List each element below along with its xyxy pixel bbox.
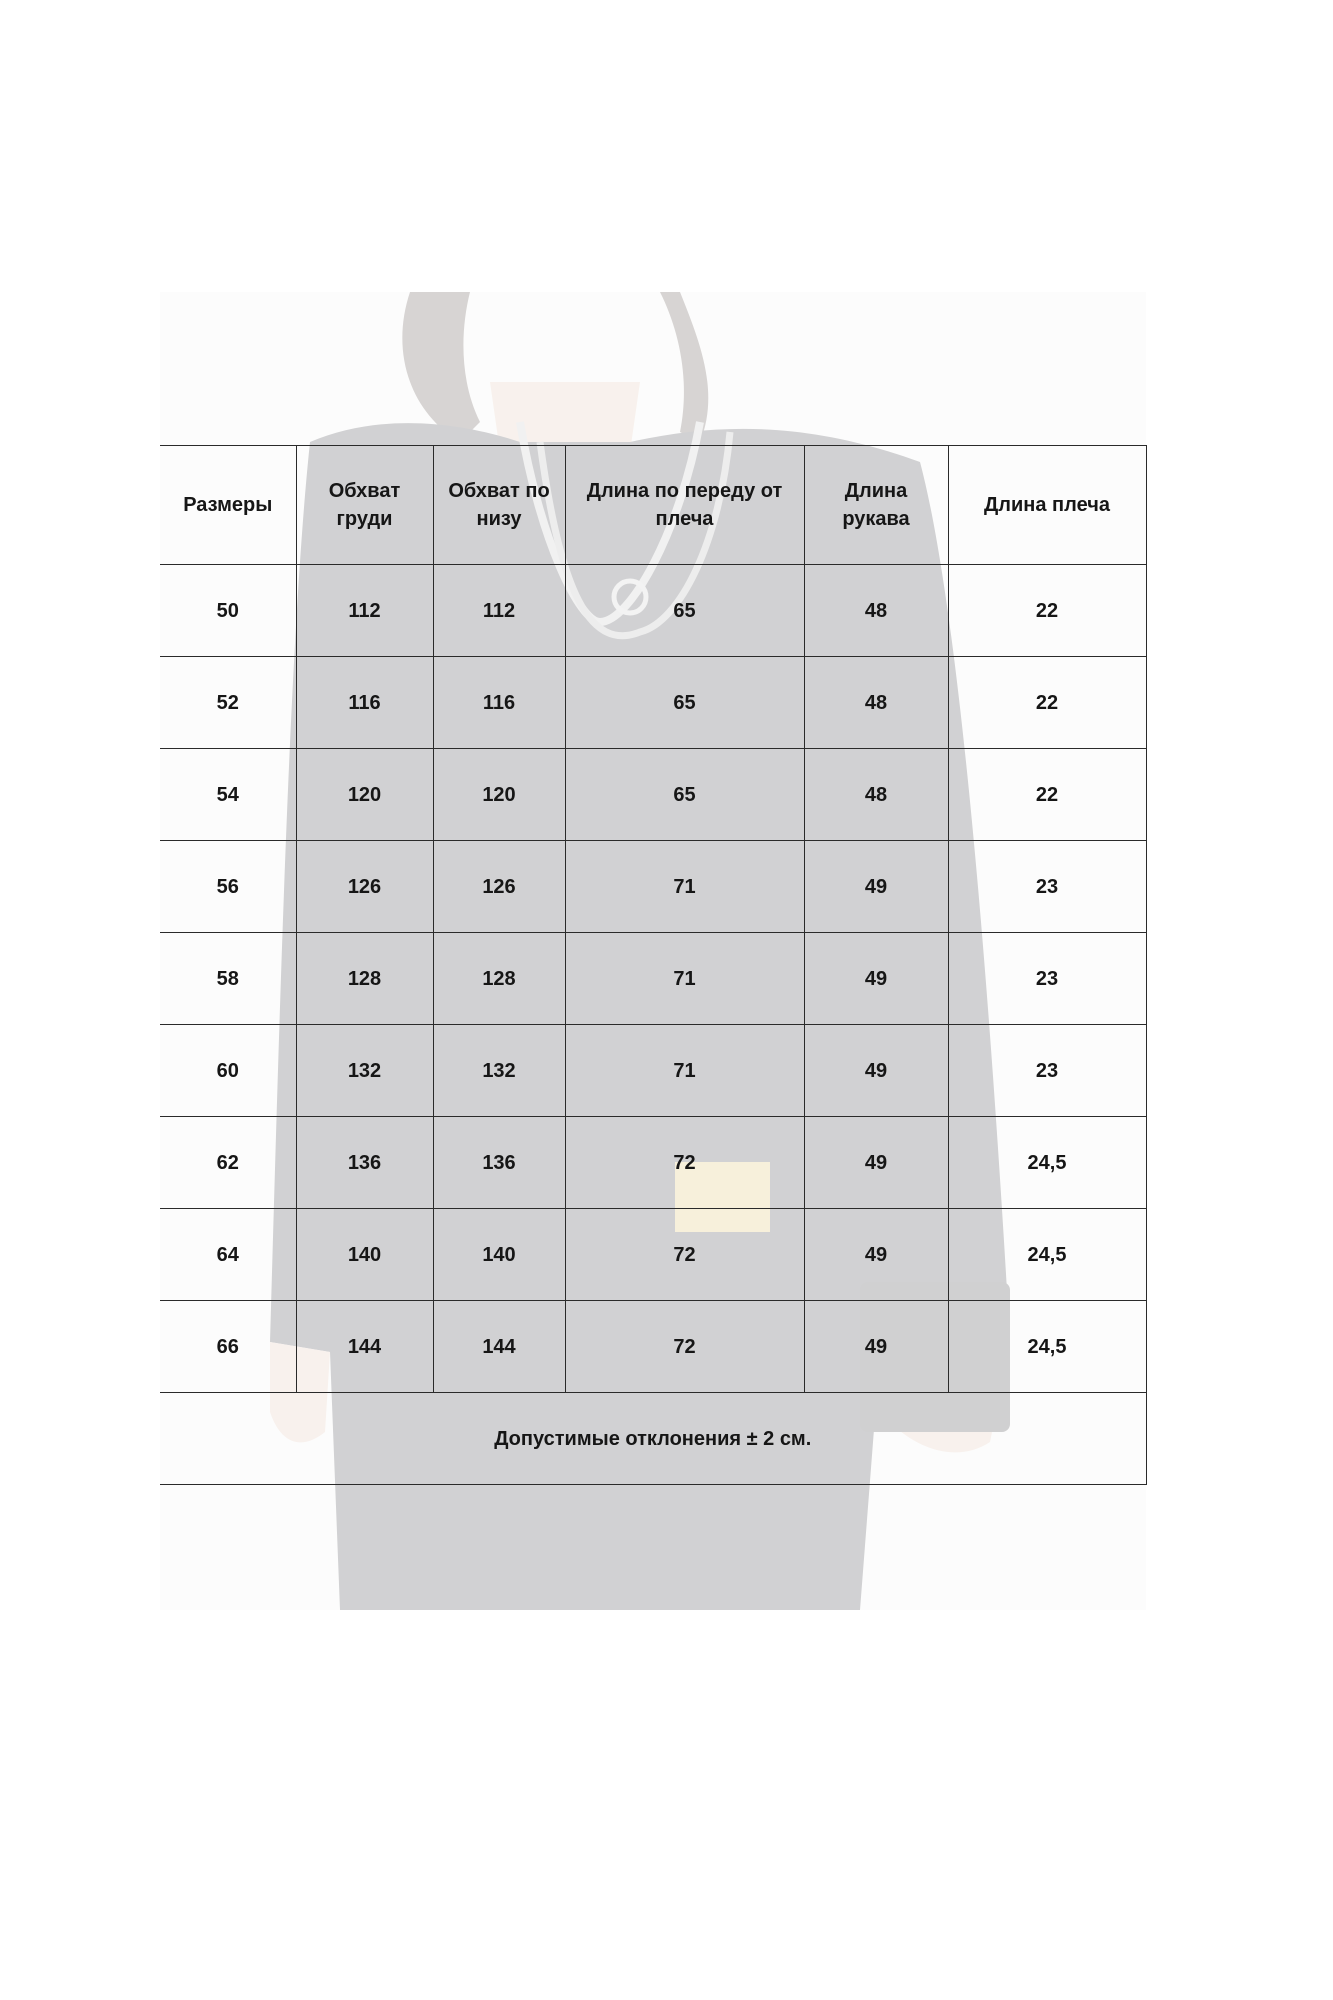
cell-shoulder-length: 24,5	[948, 1117, 1146, 1209]
cell-chest: 120	[296, 749, 433, 841]
cell-size: 58	[160, 933, 296, 1025]
header-hem: Обхват по низу	[433, 446, 565, 565]
cell-size: 52	[160, 657, 296, 749]
table-row	[160, 1301, 1146, 1393]
table-row	[160, 933, 1146, 1025]
cell-hem: 128	[433, 933, 565, 1025]
cell-hem: 112	[433, 565, 565, 657]
cell-front-length: 65	[565, 749, 804, 841]
cell-front-length: 71	[565, 933, 804, 1025]
table-row	[160, 565, 1146, 657]
tolerance-note: Допустимые отклонения ± 2 см.	[160, 1393, 1146, 1485]
cell-size: 64	[160, 1209, 296, 1301]
cell-size: 50	[160, 565, 296, 657]
cell-sleeve-length: 48	[804, 749, 948, 841]
cell-front-length: 72	[565, 1301, 804, 1393]
cell-chest: 126	[296, 841, 433, 933]
cell-sleeve-length: 48	[804, 565, 948, 657]
table-row	[160, 657, 1146, 749]
header-sleeve-length: Длина рукава	[804, 446, 948, 565]
cell-size: 62	[160, 1117, 296, 1209]
cell-front-length: 71	[565, 1025, 804, 1117]
cell-size: 56	[160, 841, 296, 933]
table-row	[160, 841, 1146, 933]
table-row	[160, 749, 1146, 841]
cell-front-length: 72	[565, 1117, 804, 1209]
cell-chest: 116	[296, 657, 433, 749]
cell-hem: 144	[433, 1301, 565, 1393]
cell-shoulder-length: 22	[948, 565, 1146, 657]
cell-sleeve-length: 49	[804, 933, 948, 1025]
table-row	[160, 1025, 1146, 1117]
cell-shoulder-length: 24,5	[948, 1209, 1146, 1301]
cell-shoulder-length: 23	[948, 1025, 1146, 1117]
header-row	[160, 446, 1146, 565]
cell-front-length: 71	[565, 841, 804, 933]
header-size: Размеры	[160, 446, 296, 565]
cell-shoulder-length: 24,5	[948, 1301, 1146, 1393]
cell-front-length: 65	[565, 565, 804, 657]
cell-hem: 120	[433, 749, 565, 841]
header-chest: Обхват груди	[296, 446, 433, 565]
cell-hem: 136	[433, 1117, 565, 1209]
note-row	[160, 1393, 1146, 1485]
cell-front-length: 65	[565, 657, 804, 749]
cell-shoulder-length: 23	[948, 841, 1146, 933]
cell-shoulder-length: 23	[948, 933, 1146, 1025]
cell-sleeve-length: 49	[804, 1301, 948, 1393]
cell-chest: 144	[296, 1301, 433, 1393]
cell-chest: 128	[296, 933, 433, 1025]
cell-chest: 132	[296, 1025, 433, 1117]
cell-sleeve-length: 49	[804, 841, 948, 933]
cell-size: 54	[160, 749, 296, 841]
cell-hem: 140	[433, 1209, 565, 1301]
cell-size: 60	[160, 1025, 296, 1117]
cell-shoulder-length: 22	[948, 749, 1146, 841]
header-front-length: Длина по переду от плеча	[565, 446, 804, 565]
cell-sleeve-length: 49	[804, 1025, 948, 1117]
cell-sleeve-length: 49	[804, 1209, 948, 1301]
cell-shoulder-length: 22	[948, 657, 1146, 749]
size-table	[160, 445, 1147, 1485]
cell-chest: 140	[296, 1209, 433, 1301]
cell-front-length: 72	[565, 1209, 804, 1301]
cell-sleeve-length: 48	[804, 657, 948, 749]
cell-hem: 132	[433, 1025, 565, 1117]
cell-hem: 116	[433, 657, 565, 749]
cell-chest: 112	[296, 565, 433, 657]
cell-hem: 126	[433, 841, 565, 933]
cell-chest: 136	[296, 1117, 433, 1209]
table-row	[160, 1209, 1146, 1301]
header-shoulder-length: Длина плеча	[948, 446, 1146, 565]
table-row	[160, 1117, 1146, 1209]
cell-sleeve-length: 49	[804, 1117, 948, 1209]
cell-size: 66	[160, 1301, 296, 1393]
